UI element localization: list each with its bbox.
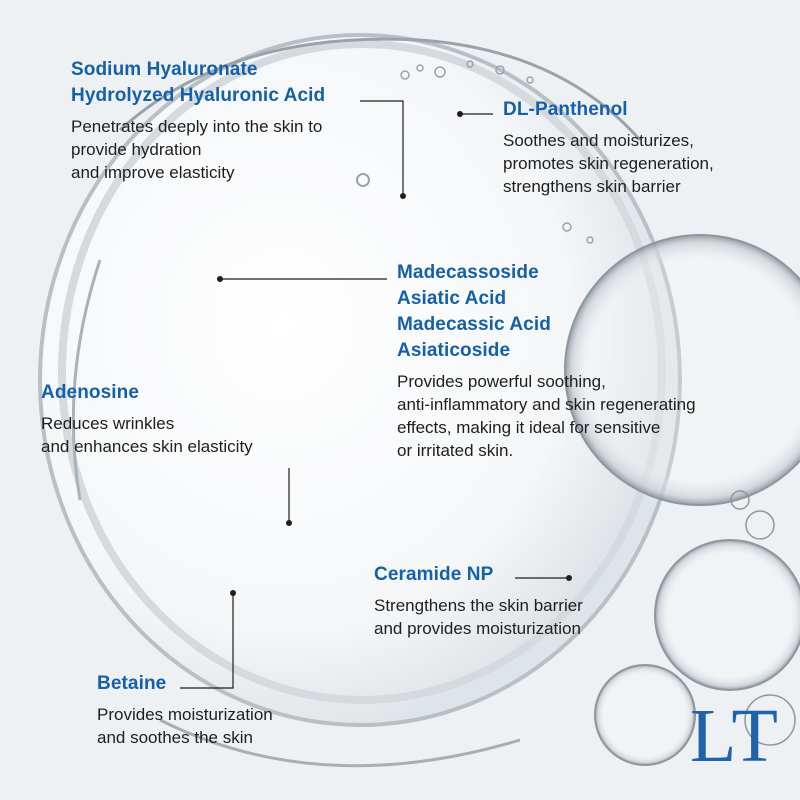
ingredient-description [97, 703, 273, 749]
desc-line: and soothes the skin [97, 728, 253, 747]
desc-line: and enhances skin elasticity [41, 437, 253, 456]
ingredient-title [71, 57, 325, 109]
desc-line: strengthens skin barrier [503, 177, 681, 196]
title-line: Sodium Hyaluronate [71, 59, 258, 80]
title-line: Ceramide NP [374, 564, 494, 585]
ingredient-madecassoside [397, 260, 696, 462]
ingredient-ceramide-np [374, 562, 583, 640]
desc-line: Strengthens the skin barrier [374, 596, 583, 615]
ingredient-adenosine [41, 380, 253, 458]
desc-line: Soothes and moisturizes, [503, 131, 694, 150]
ingredient-title [374, 562, 583, 588]
brand-logo: LT [690, 694, 780, 778]
title-line: Madecassic Acid [397, 314, 551, 335]
desc-line: anti-inflammatory and skin regenerating [397, 395, 696, 414]
title-line: Betaine [97, 673, 167, 694]
title-line: Madecassoside [397, 262, 539, 283]
title-line: Adenosine [41, 382, 140, 403]
desc-line: Penetrates deeply into the skin to [71, 117, 323, 136]
desc-line: provide hydration [71, 140, 202, 159]
desc-line: promotes skin regeneration, [503, 154, 714, 173]
ingredient-dl-panthenol [503, 97, 714, 198]
title-line: Asiatic Acid [397, 288, 507, 309]
desc-line: Reduces wrinkles [41, 414, 175, 433]
ingredient-sodium-hyaluronate [71, 57, 325, 184]
desc-line: and provides moisturization [374, 619, 581, 638]
ingredient-title [397, 260, 696, 364]
desc-line: and improve elasticity [71, 163, 235, 182]
title-line: Hydrolyzed Hyaluronic Acid [71, 85, 326, 106]
desc-line: Provides powerful soothing, [397, 372, 606, 391]
ingredient-title [41, 380, 253, 406]
desc-line: Provides moisturization [97, 705, 273, 724]
ingredient-description [397, 370, 696, 462]
ingredient-title [503, 97, 714, 123]
ingredient-title [97, 671, 273, 697]
ingredient-description [41, 412, 253, 458]
desc-line: effects, making it ideal for sensitive [397, 418, 661, 437]
desc-line: or irritated skin. [397, 441, 514, 460]
ingredient-description [71, 115, 325, 184]
title-line: DL-Panthenol [503, 99, 628, 120]
title-line: Asiaticoside [397, 340, 511, 361]
ingredient-description [374, 594, 583, 640]
ingredient-betaine [97, 671, 273, 749]
ingredient-description [503, 129, 714, 198]
